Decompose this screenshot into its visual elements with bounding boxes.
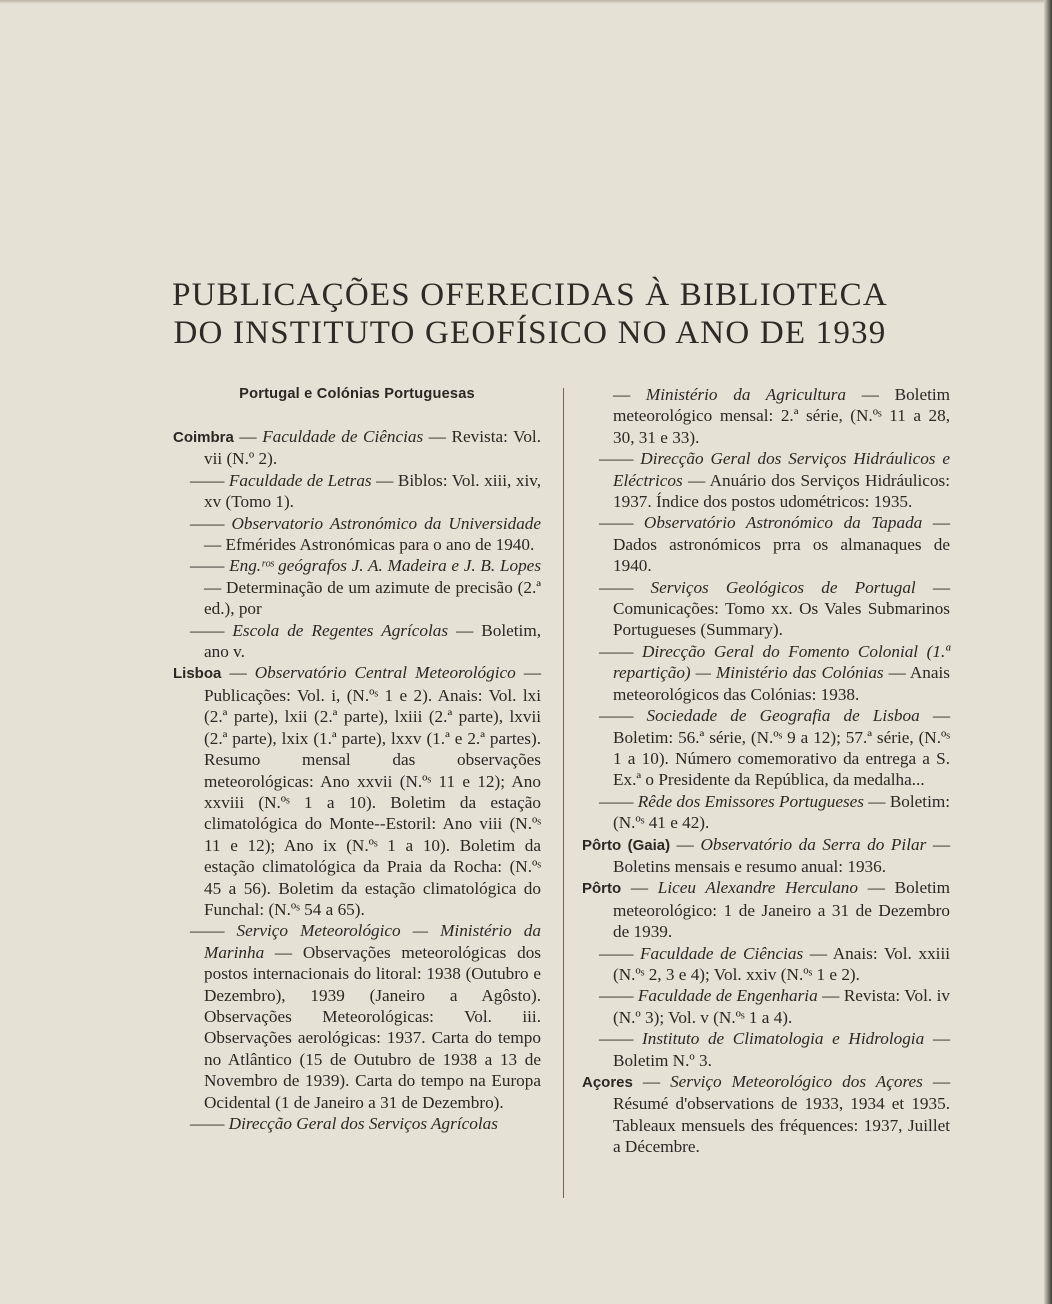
location-name: Pôrto (Gaia) [582,836,671,854]
ditto-dash: —— [599,943,641,963]
ditto-dash: —— [190,1114,229,1133]
publication-details: — Revista: Vol. vii (N.º 2). [204,427,542,469]
publication-details: — Determinação de um azimute de precisão (2.ª ed.), por [204,577,541,619]
institution-name: Faculdade de Engenharia [637,986,818,1006]
entry-location: Coimbra — Faculdade de Ciências — Revista: Vol. vii (N.º 2). [173,427,542,469]
publication-details: — Boletim meteorológico: 1 de Janeiro a 31 de Dezembro de 1939. [613,878,950,942]
title-line-2: DO INSTITUTO GEOFÍSICO NO ANO DE 1939 [173,315,887,351]
ditto-dash: —— [599,706,647,726]
publication-details: — Boletim meteorológico mensal: 2.ª série, (N.ºˢ 11 a 28, 30, 31 e 33). [613,385,950,447]
institution-name: Direcção Geral dos Serviços Hidráulicos e Eléctricos [613,449,951,490]
institution-name: Direcção Geral dos Serviços Agrícolas [228,1114,498,1133]
publication-details: — Boletim N.º 3. [613,1029,951,1070]
ditto-dash: —— [190,470,229,490]
publication-details: — Anais: Vol. xxiii (N.ºˢ 2, 3 e 4); Vol. xxiv (N.ºˢ 1 e 2). [613,943,951,984]
publication-details: — Boletim: (N.ºˢ 41 e 42). [613,791,950,833]
entry-institution [173,470,541,513]
institution-name: Observatório Central Meteorológico [254,663,516,683]
ditto-dash: —— [599,1029,643,1049]
institution-name: Liceu Alexandre Herculano [657,878,858,898]
location-name: Pôrto [582,880,622,898]
column-divider [563,388,564,1198]
institution-name: Observatório da Serra do Pilar [700,834,927,854]
page-title [140,276,920,352]
page-top-shadow [0,0,1052,4]
right-column [582,384,950,1158]
institution-name: Faculdade de Letras [228,470,372,490]
publication-details: — Anuário dos Serviços Hidráulicos: 1937. Índice dos postos udométricos: 1935. [613,470,950,512]
ditto-dash: —— [599,449,641,469]
entry-location: Pôrto — Liceu Alexandre Herculano — Boletim meteorológico: 1 de Janeiro a 31 de Dezembro de 1939. [582,878,950,942]
entry-institution [582,1028,950,1071]
entry-institution [582,512,950,576]
institution-name: Serviços Geológicos de Portugal [650,577,916,597]
institution-name: Sociedade de Geografia de Lisboa [646,706,920,726]
entry-institution [582,985,950,1028]
institution-name: Rêde dos Emissores Portugueses [637,791,864,811]
institution-name: Serviço Meteorológico — Ministério da Marinha [204,921,541,962]
publication-details: — Boletim, ano v. [204,620,541,662]
ditto-dash: —— [599,986,638,1006]
publication-details: — Boletins mensais e resumo anual: 1936. [613,834,951,876]
entry-institution [582,943,950,986]
ditto-dash: —— [599,513,644,533]
location-name: Açores [582,1074,633,1091]
institution-name: Observatorio Astronómico da Universidade [231,513,542,533]
entry-institution [582,641,950,705]
title-line-1: PUBLICAÇÕES OFERECIDAS À BIBLIOTECA [172,277,888,313]
ditto-dash: —— [190,556,230,576]
entry-location: Açores — Serviço Meteorológico dos Açores — Résumé d'observations de 1933, 1934 et 1935. Tableaux mensuels des fréquences: 1937, Juillet a Décembre. [582,1072,951,1157]
entry-institution [173,1113,541,1134]
institution-name: Observatório Astronómico da Tapada [643,513,923,533]
ditto-dash: —— [599,577,651,597]
publication-details: — Efmérides Astronómicas para o ano de 1940. [204,535,535,555]
entry-institution [582,577,950,641]
publication-details: — Revista: Vol. iv (N.º 3); Vol. v (N.ºˢ 1 a 4). [613,986,951,1027]
entry-institution [582,791,950,834]
section-heading: Portugal e Colónias Portuguesas [239,386,475,402]
publication-details: — Observações meteorológicas dos postos internacionais do litoral: 1938 (Outubro e Dezembro), 1939 (Janeiro a Agôsto). Observações Meteorológicas: Vol. iii. Observações aerológicas: 1937. Carta do tempo no Atlântico (15 de Outubro de 1938 a 13 de Novembro de 1939). Carta do tempo na Europa Ocidental (1 de Janeiro a 31 de Dezembro). [204,942,541,1112]
entry-institution [582,448,950,512]
institution-name: Faculdade de Ciências [262,427,424,446]
entry-institution [173,920,541,1113]
institution-name: Eng.ʳᵒˢ geógrafos J. A. Madeira e J. B. Lopes [229,556,542,576]
institution-name: Serviço Meteorológico dos Açores [670,1072,923,1091]
location-name: Lisboa [173,665,222,683]
publication-details: — Comunicações: Tomo xx. Os Vales Submarinos Portugueses (Summary). [613,577,951,640]
ditto-dash: —— [190,620,233,640]
publication-details: — Biblos: Vol. xiii, xiv, xv (Tomo 1). [204,470,542,512]
entry-institution [173,513,541,556]
entry-institution [173,555,541,619]
institution-name: Direcção Geral do Fomento Colonial (1.ª repartição) — Ministério das Colónias [613,641,951,683]
publication-details: — Anais meteorológicos das Colónias: 1938. [613,663,950,704]
ditto-dash: —— [599,641,642,661]
entry-location: Pôrto (Gaia) — Observatório da Serra do Pilar — Boletins mensais e resumo anual: 1936. [582,834,951,876]
location-name: Coimbra [173,429,234,446]
publication-details: — Résumé d'observations de 1933, 1934 et 1935. Tableaux mensuels des fréquences: 1937, Juillet a Décembre. [613,1072,951,1157]
ditto-dash: —— [190,513,232,533]
institution-name: Faculdade de Ciências [640,943,804,963]
ditto-dash: —— [190,921,237,941]
publication-details: — Dados astronómicos prra os almanaques de 1940. [613,513,950,576]
publication-details: — Publicações: Vol. i, (N.ºˢ 1 e 2). Anais: Vol. lxi (2.ª parte), lxii (2.ª parte), lxiii (2.ª parte), lxvii (2.ª parte), lxix (1.ª parte), lxxv (1.ª e 2.ª partes). Resumo mensal das observações meteorológicas: Ano xxvii (N.ºˢ 11 e 12); Ano xxviii (N.ºˢ 1 a 10). Boletim da estação climatológica do Monte--Estoril: Ano viii (N.ºˢ 11 e 12); Ano ix (N.ºˢ 1 a 10). Boletim da estação climatológica da Praia da Rocha: (N.ºˢ 45 a 56). Boletim da estação climatológica do Funchal: (N.ºˢ 54 a 65). [204,663,541,919]
publication-details: — Boletim: 56.ª série, (N.ºˢ 9 a 12); 57.ª série, (N.ºˢ 1 a 10). Número comemorativo da entrega a S. Ex.ª o Presidente da República, da medalha... [613,706,951,790]
institution-name: Ministério da Agricultura [645,385,847,404]
lead-dash: — [613,385,646,404]
entry-institution [582,705,950,791]
page-binding-edge [1044,0,1052,1304]
institution-name: Escola de Regentes Agrícolas [232,620,449,640]
entry-institution [582,384,950,448]
institution-name: Instituto de Climatologia e Hidrologia [642,1029,925,1049]
ditto-dash: —— [599,791,638,811]
entry-institution [173,620,541,663]
entry-location: Lisboa — Observatório Central Meteorológico — Publicações: Vol. i, (N.ºˢ 1 e 2). Anais: Vol. lxi (2.ª parte), lxii (2.ª parte), lxiii (2.ª parte), lxvii (2.ª parte), lxix (1.ª parte), lxxv (1.ª e 2.ª partes). Resumo mensal das observações meteorológicas: Ano xxvii (N.ºˢ 11 e 12); Ano xxviii (N.ºˢ 1 a 10). Boletim da estação climatológica do Monte--Estoril: Ano viii (N.ºˢ 11 e 12); Ano ix (N.ºˢ 1 a 10). Boletim da estação climatológica da Praia da Rocha: (N.ºˢ 45 a 56). Boletim da estação climatológica do Funchal: (N.ºˢ 54 a 65). [173,663,541,919]
left-column [173,384,541,1134]
